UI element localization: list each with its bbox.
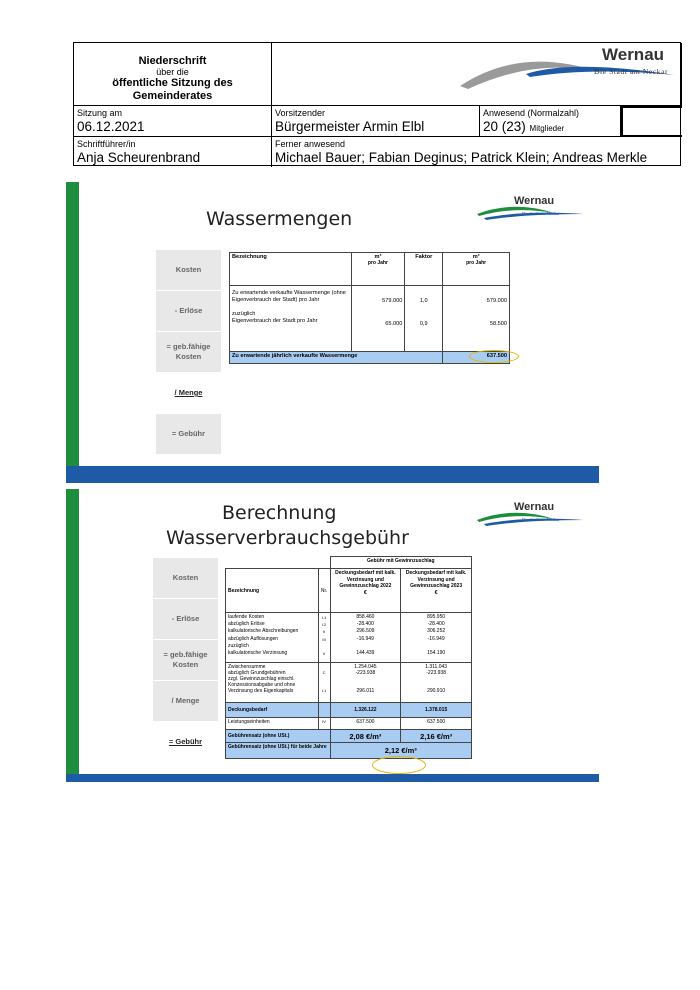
row-label: Leistungseinheiten xyxy=(226,718,319,730)
row-2022: 144.439 xyxy=(356,650,375,656)
col-header-bezeichnung: Bezeichnung xyxy=(230,253,352,286)
row-own-m3: 65.000 xyxy=(385,321,403,327)
also-present-cell xyxy=(272,137,682,167)
row-sold-label: Zu erwartende verkaufte Wassermenge (ohne Eigenverbrauch der Stadt) pro Jahr xyxy=(232,290,346,303)
row-2023: -223.938 xyxy=(426,670,446,676)
row-2023: 306.252 xyxy=(427,628,446,635)
wernau-logo-cell xyxy=(272,43,682,106)
row-2023: 290.910 xyxy=(427,688,446,694)
row-own-result: 58.500 xyxy=(489,321,507,327)
row-2022: -16.949 xyxy=(356,635,374,642)
row-2023: 895.950 xyxy=(427,614,446,620)
row-2023: -28.400 xyxy=(427,621,445,628)
row-nr: II xyxy=(322,629,326,635)
gebuehrensatz-both-row xyxy=(226,743,472,759)
col-header-2022-unit: € xyxy=(364,589,367,596)
slide-green-bar xyxy=(66,182,79,483)
row-2022: 1.254.045 xyxy=(354,664,377,670)
row-label: Deckungsbedarf xyxy=(226,703,319,718)
table-row xyxy=(226,663,472,703)
slide-green-bar xyxy=(66,489,79,782)
sidebar-item-menge: / Menge xyxy=(153,681,218,722)
also-present-label: Ferner anwesend xyxy=(275,139,346,149)
row-2022: 296.509 xyxy=(356,628,375,635)
row-2023: 1.378.015 xyxy=(401,703,472,718)
row-2023: -16.949 xyxy=(427,635,445,642)
slide-blue-footer xyxy=(66,466,599,483)
slide-title-line2: Wasserverbrauchsgebühr xyxy=(166,527,409,549)
row-own-faktor: 0,9 xyxy=(419,321,428,327)
sidebar-item-gebuehr: = Gebühr xyxy=(153,722,218,763)
col-header-m3-result: m³ xyxy=(472,254,480,260)
col-header-nr: Nr. xyxy=(318,569,330,613)
slide-logo-subtitle: Die Stadt am Neckar xyxy=(522,517,560,522)
sidebar-item-menge: / Menge xyxy=(156,373,221,414)
row-nr: IV xyxy=(318,718,330,730)
wernau-logo xyxy=(272,43,682,106)
sidebar-item-erloese: - Erlöse xyxy=(153,599,218,640)
slide-wassermengen xyxy=(66,182,599,483)
row-label: kalkulatorische Verzinsung xyxy=(228,650,288,657)
row-2022: 858.460 xyxy=(356,614,375,620)
slide-logo-text: Wernau xyxy=(514,501,555,513)
slide-blue-footer xyxy=(66,774,599,782)
present-label: Anwesend (Normalzahl) xyxy=(483,108,580,118)
row-label: Gebührensatz (ohne USt.) für beide Jahre xyxy=(226,743,331,759)
row-label: abzüglich Auflösungen xyxy=(228,635,279,642)
logo-subtitle: Die Stadt am Neckar xyxy=(594,67,669,76)
deckungsbedarf-row xyxy=(226,703,472,718)
table-row xyxy=(230,286,510,352)
row-label: abzüglich Erlöse xyxy=(228,621,265,628)
row-label: Zwischensumme xyxy=(228,664,266,670)
minutes-title-cell xyxy=(74,43,272,106)
row-2023: 637.500 xyxy=(401,718,472,730)
recorder-name: Anja Scheurenbrand xyxy=(77,150,201,165)
slide-title-line1: Berechnung xyxy=(222,502,337,524)
calc-sidebar xyxy=(156,250,221,455)
row-2023: 1.311.043 xyxy=(425,664,448,670)
row-2022: 2,08 €/m³ xyxy=(330,730,401,743)
sidebar-item-erloese: - Erlöse xyxy=(156,291,221,332)
row-label: zuzüglich xyxy=(228,642,249,649)
row-label: Gebührensatz (ohne USt.) xyxy=(226,730,331,743)
highlight-circle xyxy=(372,756,426,774)
minutes-title-line3: öffentliche Sitzung des xyxy=(112,77,233,89)
col-header-m3-sub: pro Jahr xyxy=(367,260,388,266)
row-2022: 1.326.122 xyxy=(330,703,401,718)
sidebar-item-kosten: Kosten xyxy=(156,250,221,291)
sidebar-item-gebfaehige-kosten: = geb.fähige Kosten xyxy=(153,640,218,681)
row-label: abzüglich Grundgebühren xyxy=(228,670,286,676)
col-header-2023-unit: € xyxy=(434,589,438,596)
minutes-title-sub: über die xyxy=(156,67,189,77)
row-sold-faktor: 1,0 xyxy=(419,298,428,304)
chair-label: Vorsitzender xyxy=(275,108,326,118)
empty-box xyxy=(621,106,682,137)
minutes-title-line4: Gemeinderates xyxy=(132,90,213,102)
sidebar-item-gebuehr: = Gebühr xyxy=(156,414,221,455)
recorder-label: Schriftführer/in xyxy=(77,139,136,149)
session-label: Sitzung am xyxy=(77,108,123,118)
highlight-circle xyxy=(469,350,519,363)
row-2022: -28.400 xyxy=(356,621,374,628)
row-nr: C xyxy=(322,670,326,675)
session-date: 06.12.2021 xyxy=(77,119,145,134)
slide-logo-subtitle: Die Stadt am Neckar xyxy=(522,211,560,216)
slide-logo xyxy=(474,498,594,528)
sidebar-item-kosten: Kosten xyxy=(153,558,218,599)
chair-name: Bürgermeister Armin Elbl xyxy=(275,119,425,134)
row-nr: III xyxy=(322,636,326,642)
table-row xyxy=(226,613,472,663)
slide-wasserverbrauchsgebuehr xyxy=(66,489,599,782)
slide-title: Wassermengen xyxy=(206,208,353,230)
col-header-2022: Deckungsbedarf mit kalk. Verzinsung und Gewinnzuschlag 2022 xyxy=(335,570,396,589)
row-2023: 154.190 xyxy=(427,650,446,656)
row-sold-m3: 579.000 xyxy=(382,298,403,304)
row-own-label: Eigenverbrauch der Stadt pro Jahr xyxy=(232,318,318,324)
row-2022: 637.500 xyxy=(330,718,401,730)
present-value: 20 (23) xyxy=(483,119,526,134)
total-label: Zu erwartende jährlich verkaufte Wassermenge xyxy=(230,352,443,364)
wassermengen-table xyxy=(229,252,510,364)
col-header-m3: m³ xyxy=(374,254,382,260)
gebuehrensatz-row xyxy=(226,730,472,743)
slide-logo-text: Wernau xyxy=(514,195,555,207)
row-nr: I.1 xyxy=(321,688,327,693)
session-cell xyxy=(74,106,272,137)
row-sold-result: 579.000 xyxy=(486,298,507,304)
group-header: Gebühr mit Gewinnzuschlag xyxy=(330,557,471,569)
total-row xyxy=(230,352,510,364)
row-2023: 2,16 €/m³ xyxy=(401,730,472,743)
col-header-faktor: Faktor xyxy=(405,253,443,286)
row-2022: 296.011 xyxy=(356,688,375,694)
row-both-value: 2,12 €/m³ xyxy=(330,743,471,759)
row-label: kalkulatorische Abschreibungen xyxy=(228,628,299,635)
logo-text: Wernau xyxy=(602,45,665,64)
row-nr: I.1 xyxy=(321,615,327,620)
row-nr: I.2 xyxy=(321,622,327,628)
row-label: laufende Kosten xyxy=(228,614,265,620)
present-cell xyxy=(480,106,621,137)
calc-sidebar xyxy=(153,558,218,763)
gebuehr-table xyxy=(225,556,472,759)
table-row xyxy=(226,718,472,730)
col-header-m3-result-sub: pro Jahr xyxy=(466,260,487,266)
row-label: zzgl. Gewinnzuschlag einschl. Konzessionsabgabe und ohne Verzinsung des Eigenkapitals xyxy=(228,676,296,694)
slide-logo xyxy=(474,192,594,222)
present-unit: Mitglieder xyxy=(529,124,565,133)
row-nr: V xyxy=(322,651,326,656)
row-2022: -223.938 xyxy=(355,670,376,676)
col-header-2023: Deckungsbedarf mit kalk. Verzinsung und Gewinnzuschlag 2023 xyxy=(405,570,467,589)
total-value: 637.500 xyxy=(443,352,510,364)
col-header-bezeichnung: Bezeichnung xyxy=(226,569,319,613)
also-present-names: Michael Bauer; Fabian Deginus; Patrick Klein; Andreas Merkle xyxy=(275,150,648,165)
minutes-header xyxy=(73,42,681,166)
row-own-prefix: zuzüglich xyxy=(232,311,256,317)
recorder-cell xyxy=(74,137,272,167)
minutes-title: Niederschrift xyxy=(138,55,207,67)
sidebar-item-gebfaehige-kosten: = geb.fähige Kosten xyxy=(156,332,221,373)
chair-cell xyxy=(272,106,480,137)
